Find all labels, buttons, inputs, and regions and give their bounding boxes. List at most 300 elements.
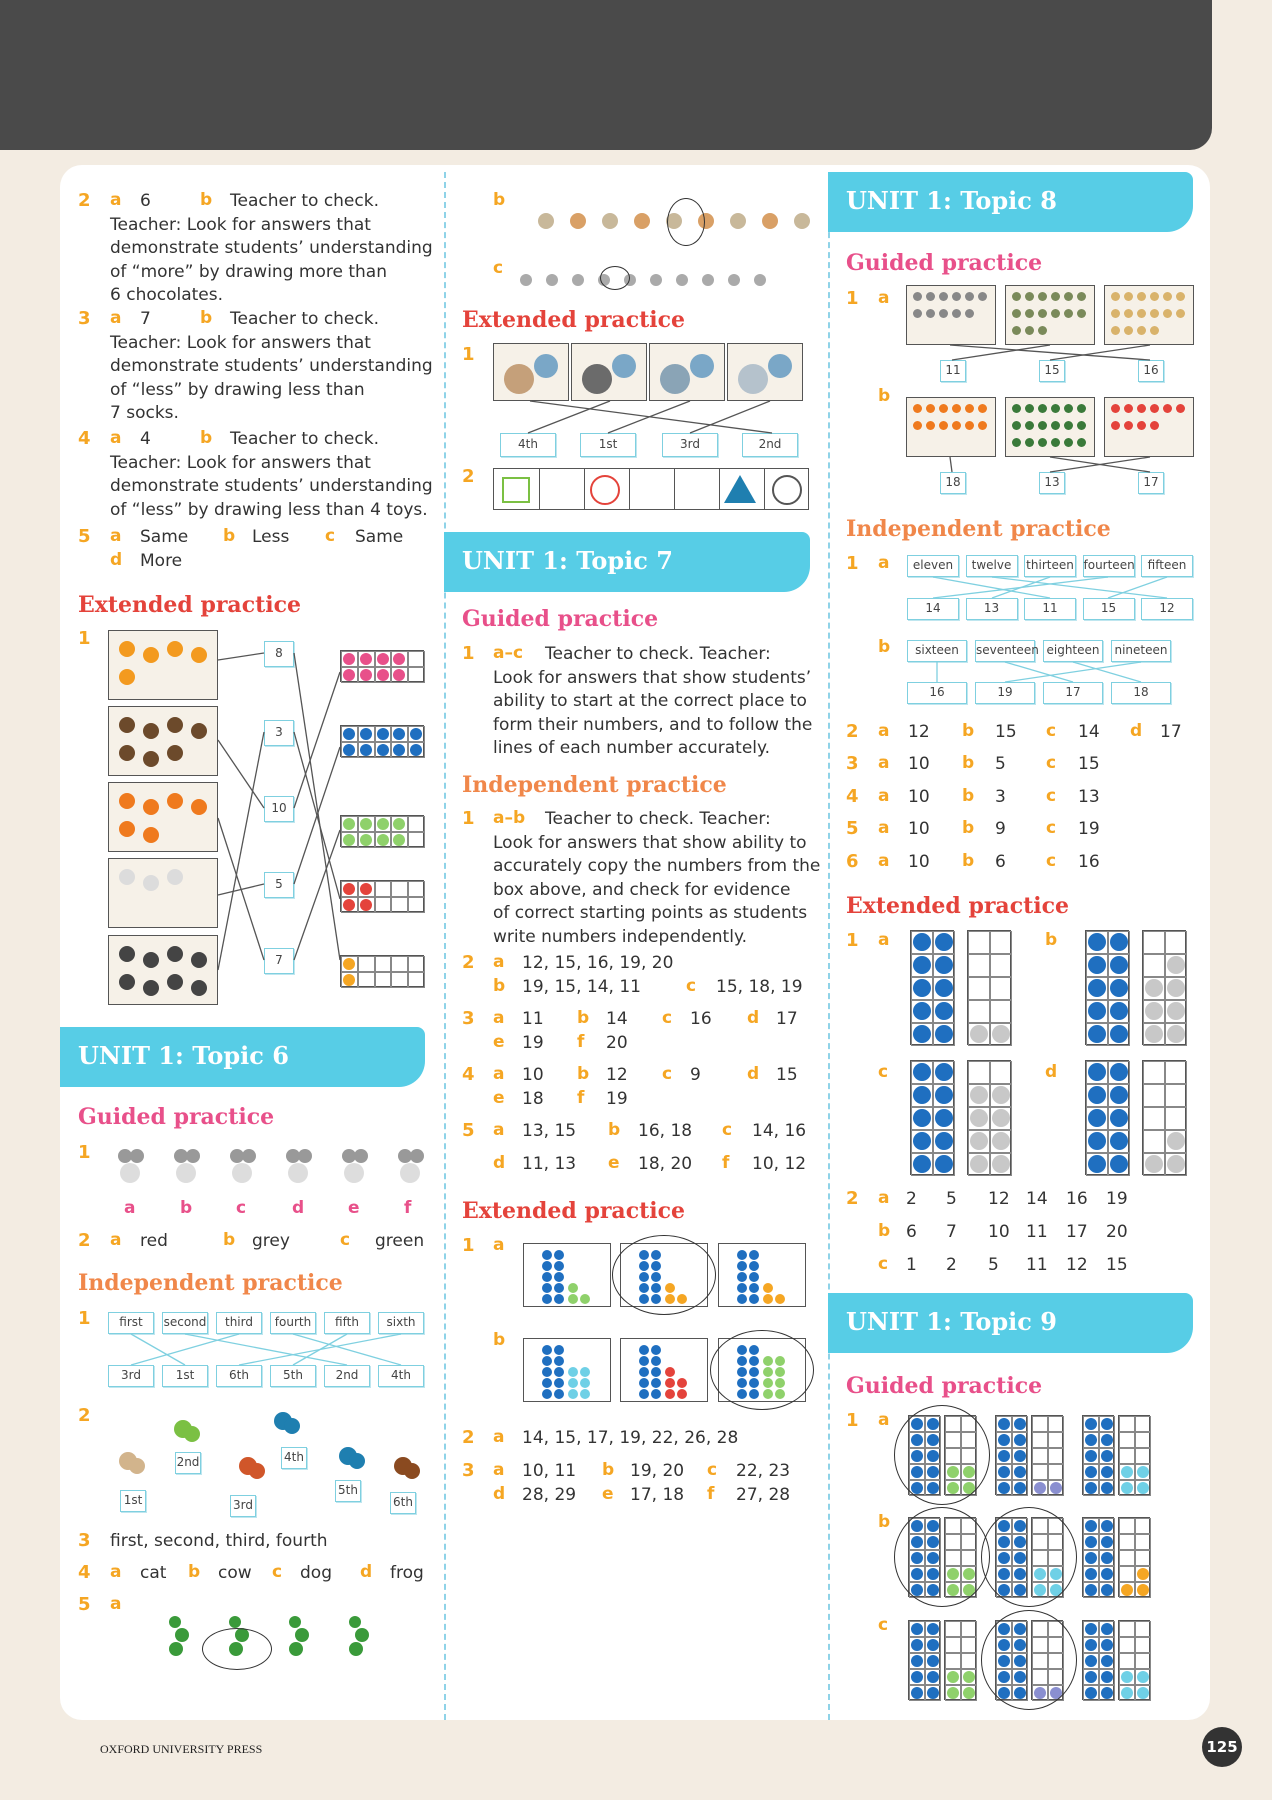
counter-dot — [1167, 979, 1185, 997]
number-box: 8 — [264, 641, 294, 667]
part-letter: c — [662, 1008, 673, 1028]
counter-dot — [1167, 1025, 1185, 1043]
frame-cell — [1165, 1084, 1187, 1107]
answer-value: 5 — [988, 1255, 999, 1275]
number-box: 12 — [1141, 598, 1193, 620]
answer-value: 11 — [1026, 1222, 1048, 1242]
part-letter: d — [747, 1064, 760, 1084]
answer-value: 11 — [1026, 1255, 1048, 1275]
part-letter: b — [878, 1221, 891, 1241]
counter-dot — [935, 1025, 953, 1043]
ten-frame-partial — [1118, 1415, 1150, 1495]
counter-dot — [970, 1025, 988, 1043]
answer-value: red — [140, 1231, 168, 1251]
frame-cell — [1143, 1084, 1165, 1107]
counter-dot — [1085, 1418, 1097, 1430]
counter-dot — [998, 1450, 1010, 1462]
question-number: 3 — [78, 308, 91, 329]
counter-dot — [1101, 1536, 1113, 1548]
counter-dot — [1145, 1155, 1163, 1173]
picture-letter: b — [180, 1198, 193, 1218]
number-box: 5 — [264, 872, 294, 898]
answer-value: 19, 20 — [630, 1461, 685, 1481]
counter-dot — [1014, 1450, 1026, 1462]
counter-dot — [1085, 1671, 1097, 1683]
frame-cell — [1119, 1653, 1135, 1669]
part-letter: a — [110, 526, 122, 546]
picture-letter: c — [236, 1198, 247, 1218]
answer-value: 14 — [1026, 1189, 1048, 1209]
answer-value: 14, 15, 17, 19, 22, 26, 28 — [522, 1428, 739, 1448]
counter-dot — [935, 1132, 953, 1150]
answer-value: 12 — [606, 1065, 628, 1085]
answer-value: 12 — [908, 722, 930, 742]
part-letter: d — [493, 1483, 506, 1504]
counter-dot — [998, 1418, 1010, 1430]
number-word-box: fifteen — [1141, 555, 1193, 577]
number-box: 10 — [264, 796, 294, 822]
counter-dot — [927, 1687, 939, 1699]
part-letter: a — [493, 1008, 505, 1028]
counter-dot — [913, 1109, 931, 1127]
counter-dot — [1101, 1687, 1113, 1699]
part-letter: d — [1045, 1062, 1058, 1082]
section-heading: Independent practice — [78, 1270, 343, 1296]
part-letter: a — [110, 190, 122, 210]
answer-value: 10 — [988, 1222, 1010, 1242]
frame-cell — [945, 1653, 961, 1669]
answer-line: ability to start at the correct place to — [493, 691, 807, 711]
number-box: 11 — [940, 360, 966, 382]
answer-value: 28, 29 — [522, 1484, 577, 1505]
question-number: 3 — [462, 1008, 475, 1029]
part-letter: a — [493, 952, 505, 972]
number-box: 17 — [1138, 472, 1164, 494]
part-letter: a — [878, 1410, 890, 1430]
counter-dot — [1167, 1132, 1185, 1150]
counter-dot — [1088, 1086, 1106, 1104]
frame-cell — [968, 954, 990, 977]
number-box: 19 — [975, 682, 1035, 704]
answer-value: 11 — [522, 1009, 544, 1029]
counter-dot — [1101, 1584, 1113, 1596]
frame-cell — [1032, 1432, 1048, 1448]
answer-value: Same — [355, 527, 404, 547]
number-box: 18 — [940, 472, 966, 494]
counter-dot — [1121, 1584, 1133, 1596]
ordinal-number-box: 4th — [378, 1365, 424, 1387]
frame-cell — [1135, 1621, 1151, 1637]
number-box: 16 — [907, 682, 967, 704]
part-letter: b — [188, 1562, 201, 1582]
part-letter: b — [577, 1064, 590, 1084]
counter-dot — [1110, 956, 1128, 974]
order-label-box: 3rd — [662, 433, 718, 457]
question-number: 6 — [846, 851, 859, 872]
question-number: 2 — [78, 1405, 91, 1426]
counter-dot — [935, 933, 953, 951]
frame-cell — [1165, 931, 1187, 954]
ten-frame-full — [995, 1415, 1027, 1495]
counter-dot — [970, 1132, 988, 1150]
question-number: 1 — [462, 344, 475, 365]
question-number: 2 — [462, 1427, 475, 1448]
answer-value: 14 — [1078, 722, 1100, 742]
part-letter: b — [223, 526, 236, 546]
answer-value: 17 — [776, 1009, 798, 1029]
part-letter: b — [200, 190, 213, 210]
ten-frame-partial — [944, 1620, 976, 1700]
number-box: 15 — [1039, 360, 1065, 382]
order-label-box: 2nd — [742, 433, 798, 457]
counter-dot — [913, 1132, 931, 1150]
counter-dot — [1101, 1552, 1113, 1564]
answer-value: 15, 18, 19 — [716, 976, 803, 997]
part-letter: c — [878, 1254, 889, 1274]
frame-cell — [1165, 1061, 1187, 1084]
answer-line: Teacher: Look for answers that — [110, 214, 371, 235]
answer-text: Teacher to check. Teacher: — [545, 644, 771, 664]
ordinal-label: 6th — [390, 1492, 416, 1514]
frame-cell — [1135, 1637, 1151, 1653]
counter-dot — [911, 1623, 923, 1635]
counter-dot — [1167, 956, 1185, 974]
ten-frame-partial — [1031, 1415, 1063, 1495]
ten-frame-full — [910, 930, 954, 1045]
part-letter: b — [200, 428, 213, 448]
frame-cell — [1143, 1107, 1165, 1130]
counter-dot — [998, 1482, 1010, 1494]
order-label-box: 1st — [580, 433, 636, 457]
counter-dot — [1088, 956, 1106, 974]
answer-value: 22, 23 — [736, 1461, 791, 1481]
part-letter: d — [1130, 721, 1143, 741]
answer-value: 19 — [1078, 819, 1100, 839]
answer-line: write numbers independently. — [493, 926, 747, 947]
part-letter: a — [878, 930, 890, 950]
answer-value: grey — [252, 1231, 290, 1251]
ordinal-word-box: third — [216, 1312, 262, 1334]
counter-dot — [947, 1687, 959, 1699]
answer-text: 6 — [140, 191, 151, 211]
counter-dot — [1014, 1482, 1026, 1494]
ordinal-number-box: 1st — [162, 1365, 208, 1387]
frame-cell — [1143, 1130, 1165, 1153]
counter-dot — [913, 956, 931, 974]
counter-dot — [913, 1155, 931, 1173]
part-letter: a — [110, 1594, 122, 1614]
frame-cell — [1119, 1416, 1135, 1432]
answer-line: Teacher: Look for answers that — [110, 332, 371, 353]
counter-dot — [935, 1063, 953, 1081]
part-letter: a–c — [493, 643, 524, 663]
ten-frame-full — [1085, 930, 1129, 1045]
counter-dot — [1145, 1025, 1163, 1043]
counter-dot — [911, 1639, 923, 1651]
question-number: 3 — [78, 1530, 91, 1551]
frame-cell — [968, 1000, 990, 1023]
part-letter: b — [1045, 930, 1058, 950]
counter-dot — [1014, 1418, 1026, 1430]
question-number: 1 — [462, 643, 475, 664]
answer-value: 10 — [908, 852, 930, 872]
part-letter: c — [722, 1120, 733, 1140]
question-number: 1 — [78, 1308, 91, 1329]
part-letter: c — [493, 258, 504, 278]
frame-cell — [1048, 1464, 1064, 1480]
counter-dot — [1085, 1687, 1097, 1699]
question-number: 2 — [78, 1230, 91, 1251]
counter-dot — [935, 1086, 953, 1104]
counter-dot — [1137, 1482, 1149, 1494]
frame-cell — [990, 1000, 1012, 1023]
frame-cell — [1048, 1448, 1064, 1464]
section-heading: Extended practice — [846, 893, 1069, 919]
counter-dot — [1110, 979, 1128, 997]
answer-line: 7 socks. — [110, 403, 179, 423]
question-number: 2 — [846, 1188, 859, 1209]
counter-dot — [1085, 1655, 1097, 1667]
number-word-box: nineteen — [1111, 640, 1171, 662]
section-heading: Guided practice — [846, 1373, 1043, 1399]
counter-dot — [913, 1086, 931, 1104]
counter-dot — [913, 979, 931, 997]
part-letter: b — [608, 1120, 621, 1140]
answer-value: 9 — [995, 819, 1006, 839]
section-heading: Guided practice — [462, 606, 659, 632]
counter-dot — [1085, 1552, 1097, 1564]
answer-line: box above, and check for evidence — [493, 879, 791, 900]
ten-frame-partial — [1142, 930, 1186, 1045]
frame-cell — [1135, 1416, 1151, 1432]
part-letter: a — [493, 1120, 505, 1140]
counter-dot — [1137, 1584, 1149, 1596]
part-letter: b — [878, 1512, 891, 1532]
frame-cell — [1119, 1534, 1135, 1550]
counter-dot — [1121, 1687, 1133, 1699]
answer-value: 17 — [1066, 1222, 1088, 1242]
number-word-box: seventeen — [975, 640, 1035, 662]
counter-dot — [947, 1671, 959, 1683]
frame-cell — [1048, 1416, 1064, 1432]
part-letter: b — [493, 975, 506, 996]
counter-dot — [1101, 1655, 1113, 1667]
answer-value: 12 — [1066, 1255, 1088, 1275]
question-number: 1 — [846, 288, 859, 309]
part-letter: b — [962, 818, 975, 838]
question-number: 1 — [78, 1142, 91, 1163]
frame-cell — [1135, 1448, 1151, 1464]
counter-dot — [1101, 1568, 1113, 1580]
part-letter: d — [747, 1008, 760, 1028]
part-letter: a — [110, 428, 122, 448]
answer-line: form their numbers, and to follow the — [493, 714, 813, 735]
frame-cell — [990, 1061, 1012, 1084]
number-word-box: fourteen — [1083, 555, 1135, 577]
counter-dot — [935, 1002, 953, 1020]
answer-line: 6 chocolates. — [110, 285, 224, 305]
part-letter: e — [493, 1087, 505, 1108]
counter-dot — [970, 1155, 988, 1173]
ordinal-word-box: fourth — [270, 1312, 316, 1334]
counter-dot — [992, 1155, 1010, 1173]
part-letter: a — [878, 818, 890, 838]
unit-topic-banner: UNIT 1: Topic 9 — [828, 1293, 1193, 1353]
part-letter: a — [878, 753, 890, 773]
counter-dot — [1034, 1482, 1046, 1494]
counter-dot — [1088, 1155, 1106, 1173]
unit-topic-banner: UNIT 1: Topic 6 — [60, 1027, 425, 1087]
answer-value: 16 — [1066, 1189, 1088, 1209]
counter-dot — [1121, 1671, 1133, 1683]
ten-frame-partial — [967, 1060, 1011, 1175]
counter-dot — [992, 1086, 1010, 1104]
counter-dot — [1101, 1434, 1113, 1446]
answer-value: dog — [300, 1563, 332, 1583]
counter-dot — [963, 1671, 975, 1683]
counter-dot — [1088, 979, 1106, 997]
frame-cell — [990, 931, 1012, 954]
frame-cell — [1119, 1448, 1135, 1464]
section-heading: Extended practice — [462, 307, 685, 333]
number-box: 17 — [1043, 682, 1103, 704]
counter-dot — [1085, 1466, 1097, 1478]
counter-dot — [998, 1434, 1010, 1446]
counter-dot — [927, 1671, 939, 1683]
question-number: 2 — [462, 466, 475, 487]
section-heading: Independent practice — [846, 516, 1111, 542]
part-letter: a — [878, 721, 890, 741]
counter-dot — [935, 979, 953, 997]
answer-value: 19, 15, 14, 11 — [522, 976, 641, 997]
question-number: 2 — [846, 721, 859, 742]
picture-letter: d — [292, 1198, 305, 1218]
counter-dot — [927, 1623, 939, 1635]
answer-value: 27, 28 — [736, 1484, 791, 1505]
number-word-box: twelve — [966, 555, 1018, 577]
ordinal-label: 3rd — [230, 1495, 256, 1517]
part-letter: a — [878, 851, 890, 871]
frame-cell — [945, 1621, 961, 1637]
answer-value: More — [140, 550, 183, 571]
part-letter: c — [325, 526, 336, 546]
answer-line: of “less” by drawing less than 4 toys. — [110, 499, 428, 520]
question-number: 4 — [78, 1562, 91, 1583]
answer-value: cat — [140, 1563, 167, 1583]
answer-text: 7 — [140, 309, 151, 329]
answer-text: first, second, third, fourth — [110, 1531, 328, 1551]
number-box: 16 — [1138, 360, 1164, 382]
counter-dot — [1014, 1466, 1026, 1478]
part-letter: f — [707, 1483, 715, 1504]
ten-frame-partial — [1142, 1060, 1186, 1175]
question-number: 2 — [78, 190, 91, 211]
counter-dot — [1101, 1623, 1113, 1635]
counter-dot — [911, 1655, 923, 1667]
counter-dot — [913, 1063, 931, 1081]
unit-topic-banner: UNIT 1: Topic 7 — [444, 532, 810, 592]
counter-dot — [1167, 1002, 1185, 1020]
section-heading: Guided practice — [846, 250, 1043, 276]
frame-cell — [968, 1061, 990, 1084]
counter-dot — [1101, 1418, 1113, 1430]
ten-frame-full — [1082, 1517, 1114, 1597]
part-letter: c — [707, 1460, 718, 1480]
part-letter: c — [340, 1230, 351, 1250]
counter-dot — [1101, 1639, 1113, 1651]
frame-cell — [1135, 1550, 1151, 1566]
counter-dot — [935, 956, 953, 974]
answer-value: green — [375, 1231, 425, 1251]
frame-cell — [1119, 1566, 1135, 1582]
counter-dot — [998, 1466, 1010, 1478]
answer-circle — [981, 1507, 1077, 1607]
question-number: 4 — [846, 786, 859, 807]
counter-dot — [1085, 1623, 1097, 1635]
part-letter: b — [878, 637, 891, 657]
answer-value: 11, 13 — [522, 1154, 577, 1174]
answer-line: demonstrate students’ understanding — [110, 476, 433, 496]
answer-value: cow — [218, 1563, 252, 1583]
publisher-footer: OXFORD UNIVERSITY PRESS — [100, 1742, 263, 1756]
part-letter: b — [962, 721, 975, 741]
question-number: 5 — [78, 526, 91, 547]
counter-dot — [1088, 1109, 1106, 1127]
counter-dot — [1088, 933, 1106, 951]
number-box: 14 — [907, 598, 959, 620]
answer-value: 20 — [606, 1032, 628, 1053]
answer-value: 15 — [995, 722, 1017, 742]
number-word-box: sixteen — [907, 640, 967, 662]
ordinal-word-box: second — [162, 1312, 208, 1334]
counter-dot — [935, 1109, 953, 1127]
ordinal-number-box: 3rd — [108, 1365, 154, 1387]
question-number: 1 — [462, 1235, 475, 1256]
counter-dot — [911, 1687, 923, 1699]
part-letter: f — [577, 1031, 585, 1052]
frame-cell — [945, 1637, 961, 1653]
counter-dot — [1137, 1466, 1149, 1478]
counter-dot — [1101, 1466, 1113, 1478]
answer-value: 15 — [776, 1065, 798, 1085]
answer-value: 9 — [690, 1065, 701, 1085]
answer-line: Teacher: Look for answers that — [110, 452, 371, 473]
question-number: 4 — [462, 1064, 475, 1085]
number-box: 3 — [264, 720, 294, 746]
counter-dot — [970, 1086, 988, 1104]
frame-cell — [1032, 1448, 1048, 1464]
answer-value: 15 — [1078, 754, 1100, 774]
part-letter: a — [878, 288, 890, 308]
answer-value: 5 — [995, 754, 1006, 774]
answer-value: 7 — [946, 1222, 957, 1242]
frame-cell — [990, 977, 1012, 1000]
number-box: 7 — [264, 948, 294, 974]
ordinal-word-box: fifth — [324, 1312, 370, 1334]
answer-value: 10 — [908, 754, 930, 774]
question-number: 1 — [846, 553, 859, 574]
answer-line: demonstrate students’ understanding — [110, 356, 433, 376]
section-heading: Guided practice — [78, 1104, 275, 1130]
section-heading: Extended practice — [78, 592, 301, 618]
counter-dot — [1121, 1482, 1133, 1494]
ten-frame-full — [910, 1060, 954, 1175]
counter-dot — [1085, 1482, 1097, 1494]
ten-frame-partial — [1118, 1620, 1150, 1700]
part-letter: e — [608, 1153, 620, 1173]
counter-dot — [970, 1109, 988, 1127]
counter-dot — [1110, 1155, 1128, 1173]
